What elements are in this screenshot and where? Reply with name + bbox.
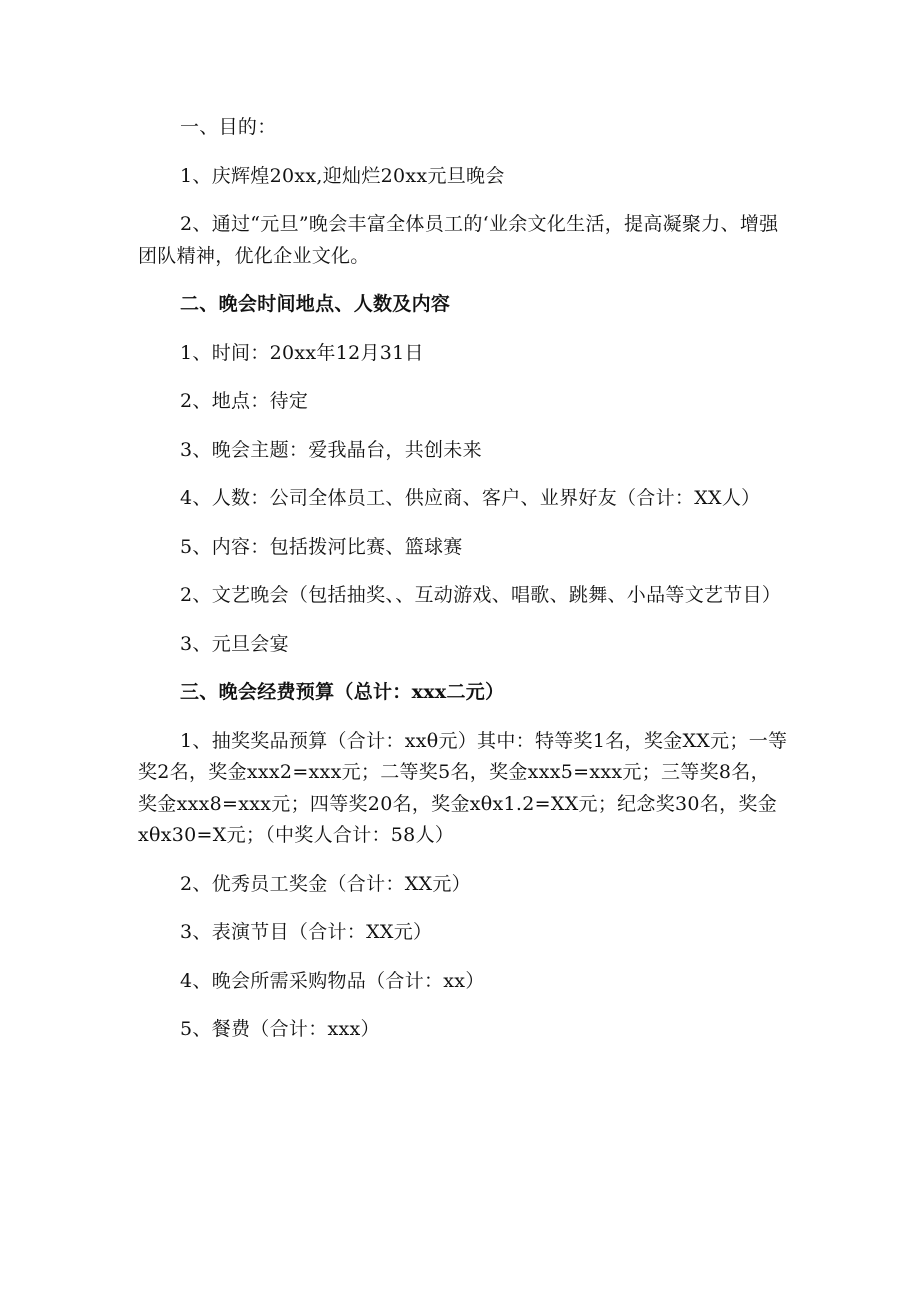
document-body (138, 112, 788, 1063)
paragraph-attendees: 4、人数：公司全体员工、供应商、客户、业界好友（合计：XX人） (180, 487, 761, 509)
paragraph-purpose-1: 1、庆辉煌20xx,迎灿烂20xx元旦晚会 (180, 164, 505, 187)
section-heading-time-place: 二、晚会时间地点、人数及内容 (180, 293, 451, 315)
paragraph-purpose-2: 2、通过“元旦”晚会丰富全体员工的‘业余文化生活，提高凝聚力、增强团队精神，优化企业文化。 (138, 213, 779, 267)
paragraph-purpose-heading: 一、目的： (180, 116, 277, 138)
paragraph-performance: 2、文艺晚会（包括抽奖、、互动游戏、唱歌、跳舞、小品等文艺节目） (180, 584, 782, 606)
paragraph-time: 1、时间：20xx年12月31日 (180, 341, 424, 364)
paragraph-theme: 3、晚会主题：爱我晶台，共创未来 (180, 438, 482, 461)
paragraph-banquet: 3、元旦会宴 (180, 632, 289, 655)
paragraph-show-budget: 3、表演节目（合计：XX元） (180, 921, 433, 943)
paragraph-content: 5、内容：包括拨河比赛、篮球赛 (180, 535, 463, 558)
paragraph-place: 2、地点：待定 (180, 390, 309, 412)
section-heading-budget: 三、晚会经费预算（总计：xxx二元） (180, 681, 505, 703)
paragraph-lottery-budget: 1、抽奖奖品预算（合计：xxθ元）其中：特等奖1名，奖金XX元；一等奖2名，奖金xxx2=xxx元；二等奖5名，奖金xxx5=xxx元；三等奖8名，奖金xxx8=xxx元；四等奖20名，奖金xθx1.2=XX元；纪念奖30名，奖金xθx30=X元；（中奖人合计：58人） (138, 729, 788, 846)
paragraph-meal-budget: 5、餐费（合计：xxx） (180, 1018, 380, 1040)
paragraph-supplies-budget: 4、晚会所需采购物品（合计：xx） (180, 969, 485, 992)
paragraph-employee-bonus: 2、优秀员工奖金（合计：XX元） (180, 872, 471, 895)
